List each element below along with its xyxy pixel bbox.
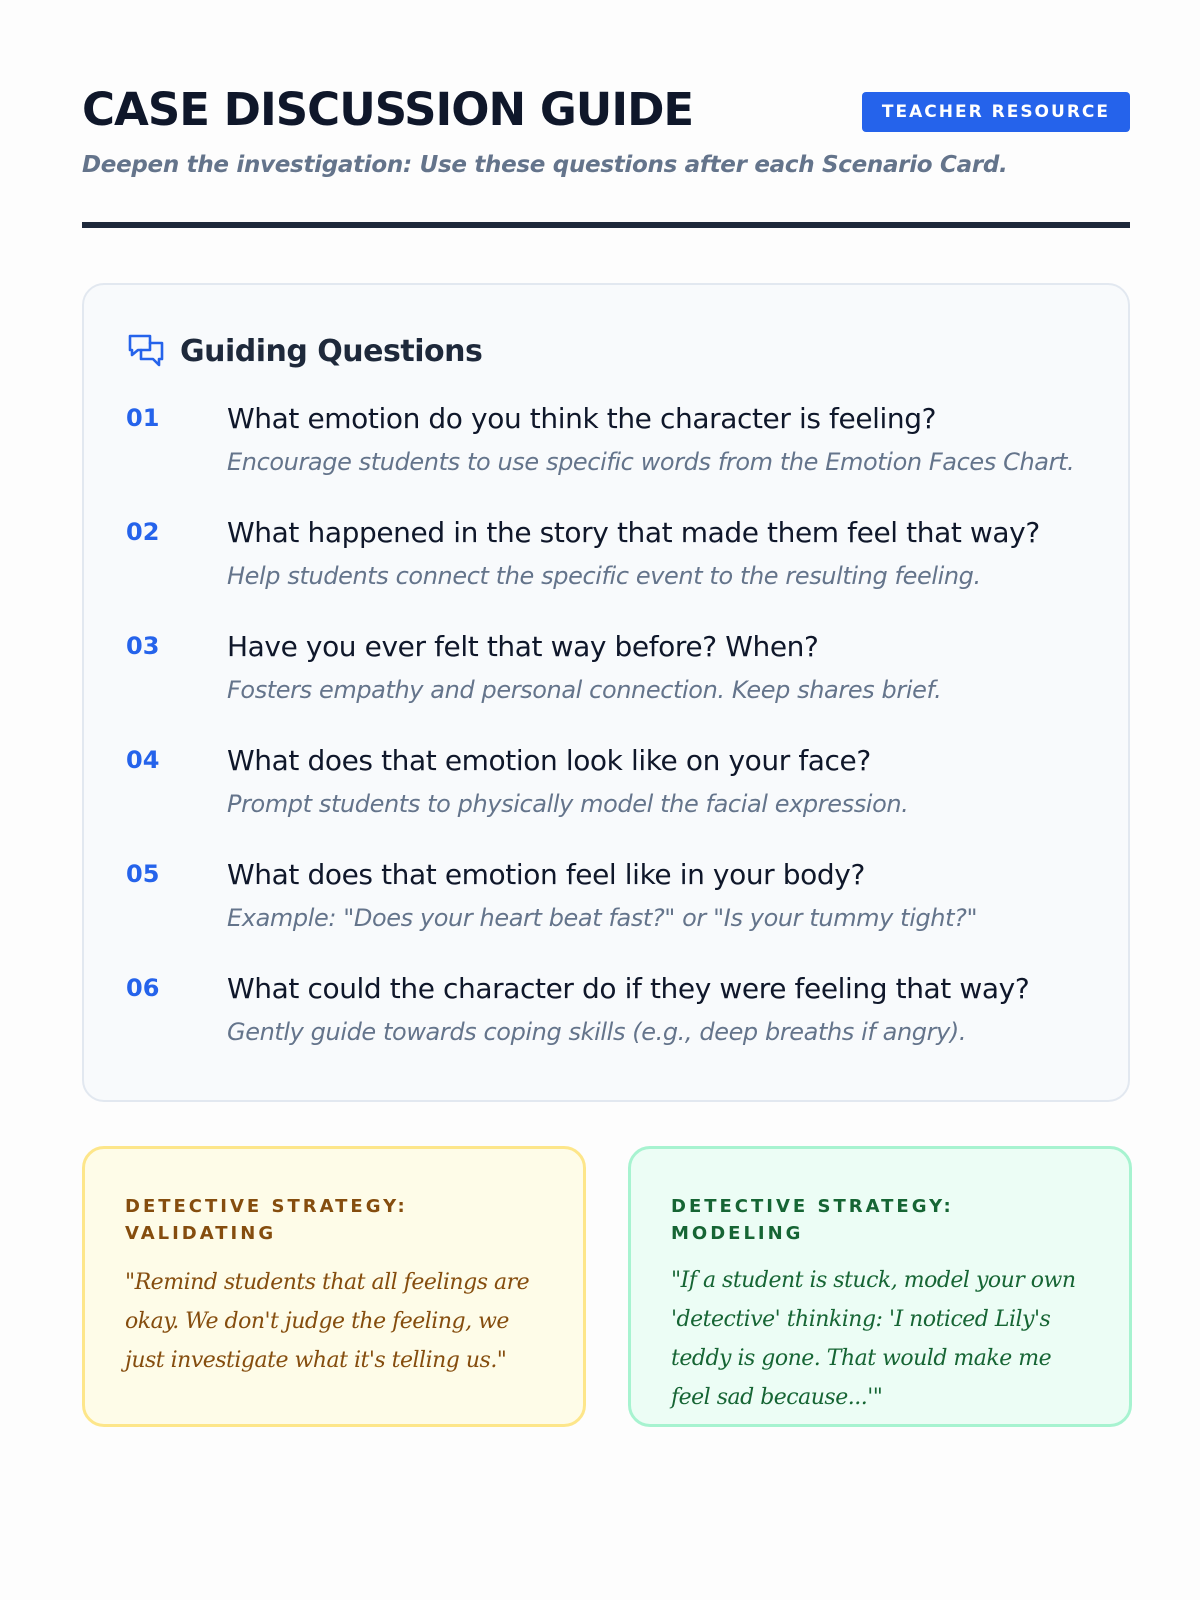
question-number: 03 [126,632,160,660]
question-text: What emotion do you think the character is feeling? [227,402,937,435]
question-text: What does that emotion look like on your face? [227,744,871,777]
question-hint: Encourage students to use specific words from the Emotion Faces Chart. [227,448,1075,476]
question-number: 06 [126,974,160,1002]
page-title: CASE DISCUSSION GUIDE [82,83,694,136]
question-hint: Help students connect the specific event to the resulting feeling. [227,562,981,590]
strategy-title: DETECTIVE STRATEGY: VALIDATING [125,1196,408,1244]
strategy-modeling-card [628,1146,1132,1427]
question-number: 01 [126,404,160,432]
question-hint: Example: "Does your heart beat fast?" or "Is your tummy tight?" [227,904,978,932]
question-text: What does that emotion feel like in your body? [227,858,865,891]
question-number: 04 [126,746,160,774]
strategy-quote: "If a student is stuck, model your own 'detective' thinking: 'I noticed Lily's teddy is gone. That would make me feel sad because...'" [671,1268,1076,1410]
question-hint: Fosters empathy and personal connection. Keep shares brief. [227,676,942,704]
strategy-quote: "Remind students that all feelings are okay. We don't judge the feeling, we just investigate what it's telling us." [125,1270,530,1373]
question-hint: Prompt students to physically model the facial expression. [227,790,909,818]
question-number: 05 [126,860,160,888]
header [82,80,1130,178]
page-subtitle: Deepen the investigation: Use these questions after each Scenario Card. [82,152,1008,178]
question-text: Have you ever felt that way before? When? [227,630,819,663]
guiding-questions-card [82,283,1130,1102]
teacher-resource-badge: TEACHER RESOURCE [862,92,1130,132]
question-text: What could the character do if they were feeling that way? [227,972,1030,1005]
header-divider [82,222,1130,228]
guiding-questions-title: Guiding Questions [180,333,483,369]
question-number: 02 [126,518,160,546]
guiding-questions-header [126,331,482,371]
question-hint: Gently guide towards coping skills (e.g., deep breaths if angry). [227,1018,967,1046]
strategy-validating-card [82,1146,586,1427]
strategy-title: DETECTIVE STRATEGY: MODELING [671,1196,954,1244]
question-text: What happened in the story that made them feel that way? [227,516,1040,549]
chat-bubbles-icon [126,331,166,371]
